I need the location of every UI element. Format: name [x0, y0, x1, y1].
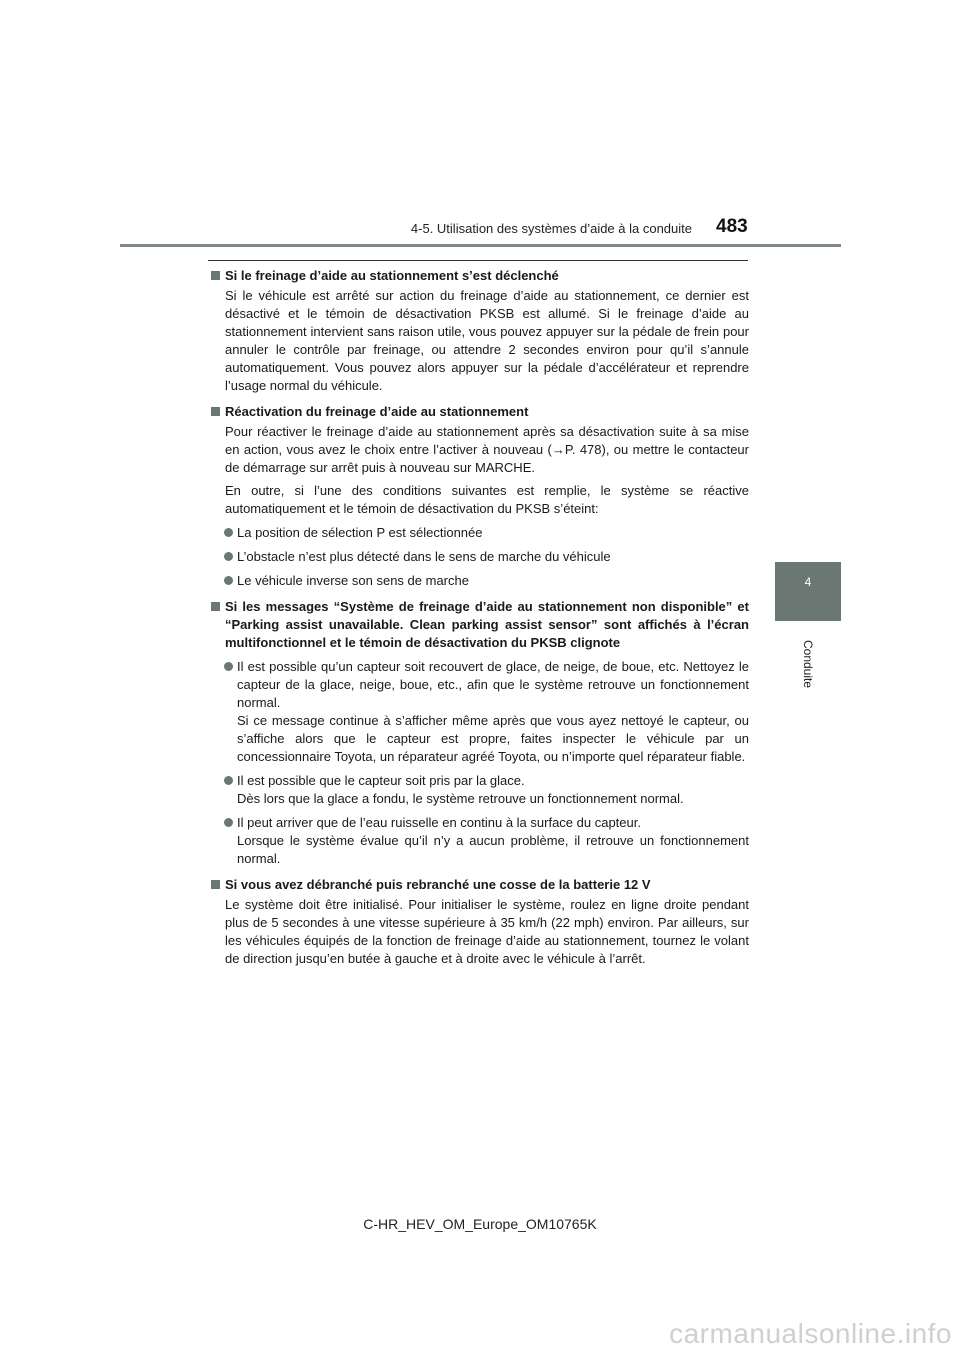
square-bullet-icon — [211, 407, 220, 416]
paragraph: Pour réactiver le freinage d’aide au stationnement après sa désactivation suite à sa mise en action, vous avez le choix entre l’activer à nouveau (→P. 478), ou mettre le contacteur de démarrage sur arrêt puis à nouveau sur MARCHE. — [225, 424, 749, 475]
list-item: Il est possible qu’un capteur soit recouvert de glace, de neige, de boue, etc. Nettoyez le capteur de la glace, neige, boue, etc., afin que le système retrouve un fonctionnement normal. Si ce message continue à s’afficher même après que vous ayez nettoyé le capteur, ou s’affiche alors que le capteur est propre, faites inspecter le véhicule par un concessionnaire Toyota, un réparateur agréé Toyota, ou n’importe quel réparateur fiable. — [211, 658, 749, 766]
circle-bullet-icon — [224, 818, 233, 827]
chapter-tab-label: Conduite — [801, 639, 815, 689]
circle-bullet-icon — [224, 576, 233, 585]
list-item: Il est possible que le capteur soit pris par la glace. Dès lors que la glace a fondu, le système retrouve un fonctionnement normal. — [211, 772, 749, 808]
circle-bullet-icon — [224, 776, 233, 785]
paragraph: En outre, si l’une des conditions suivantes est remplie, le système se réactive automatiquement et le témoin de désactivation du PKSB s’éteint: — [225, 483, 749, 516]
list-item: Il peut arriver que de l’eau ruisselle en continu à la surface du capteur. Lorsque le système évalue qu’il n’y a aucun problème, il retrouve un fonctionnement normal. — [211, 814, 749, 868]
page-number: 483 — [716, 216, 748, 237]
list-item: Le véhicule inverse son sens de marche — [211, 572, 749, 590]
list-item: L’obstacle n’est plus détecté dans le sens de marche du véhicule — [211, 548, 749, 566]
circle-bullet-icon — [224, 662, 233, 671]
paragraph: Si le véhicule est arrêté sur action du freinage d’aide au stationnement, ce dernier est désactivé et le témoin de désactivation PKSB est allumé. Si le freinage d’aide au stationnement intervient sans raison utile, vous pouvez appuyer sur la pédale de frein pour annuler le contrôle par freinage, ou attendre 2 secondes environ pour qu’il s’annule automatiquement. Vous pouvez alors appuyer sur la pédale d’accélérateur et reprendre l’usage normal du véhicule. — [225, 288, 749, 393]
chapter-tab-number: 4 — [804, 575, 812, 589]
header-section-title: 4-5. Utilisation des systèmes d’aide à la conduite — [410, 221, 692, 236]
page-content — [211, 267, 749, 968]
paragraph: Le système doit être initialisé. Pour initialiser le système, roulez en ligne droite pendant plus de 5 secondes à une vitesse supérieure à 35 km/h (22 mph) environ. Par ailleurs, sur les véhicules équipés de la fonction de freinage d’aide au stationnement, tournez le volant de direction jusqu’en butée à gauche et à droite avec le véhicule à l’arrêt. — [225, 897, 749, 966]
circle-bullet-icon — [224, 528, 233, 537]
square-bullet-icon — [211, 602, 220, 611]
list-item: La position de sélection P est sélectionnée — [211, 524, 749, 542]
chapter-tab — [775, 562, 841, 621]
content-top-rule — [208, 260, 748, 261]
square-bullet-icon — [211, 271, 220, 280]
section-heading: Si vous avez débranché puis rebranché une cosse de la batterie 12 V — [211, 876, 749, 894]
section-heading: Réactivation du freinage d’aide au stationnement — [211, 403, 749, 421]
header-rule — [120, 244, 841, 247]
square-bullet-icon — [211, 880, 220, 889]
watermark-logo[interactable]: carmanualsonline.info — [669, 1318, 952, 1349]
circle-bullet-icon — [224, 552, 233, 561]
section-heading: Si le freinage d’aide au stationnement s’est déclenché — [211, 267, 749, 285]
document-code: C-HR_HEV_OM_Europe_OM10765K — [363, 1216, 597, 1232]
section-heading: Si les messages “Système de freinage d’aide au stationnement non disponible” et “Parking assist unavailable. Clean parking assist sensor” sont affichés à l’écran multifonctionnel et le témoin de désactivation du PKSB clignote — [211, 598, 749, 652]
